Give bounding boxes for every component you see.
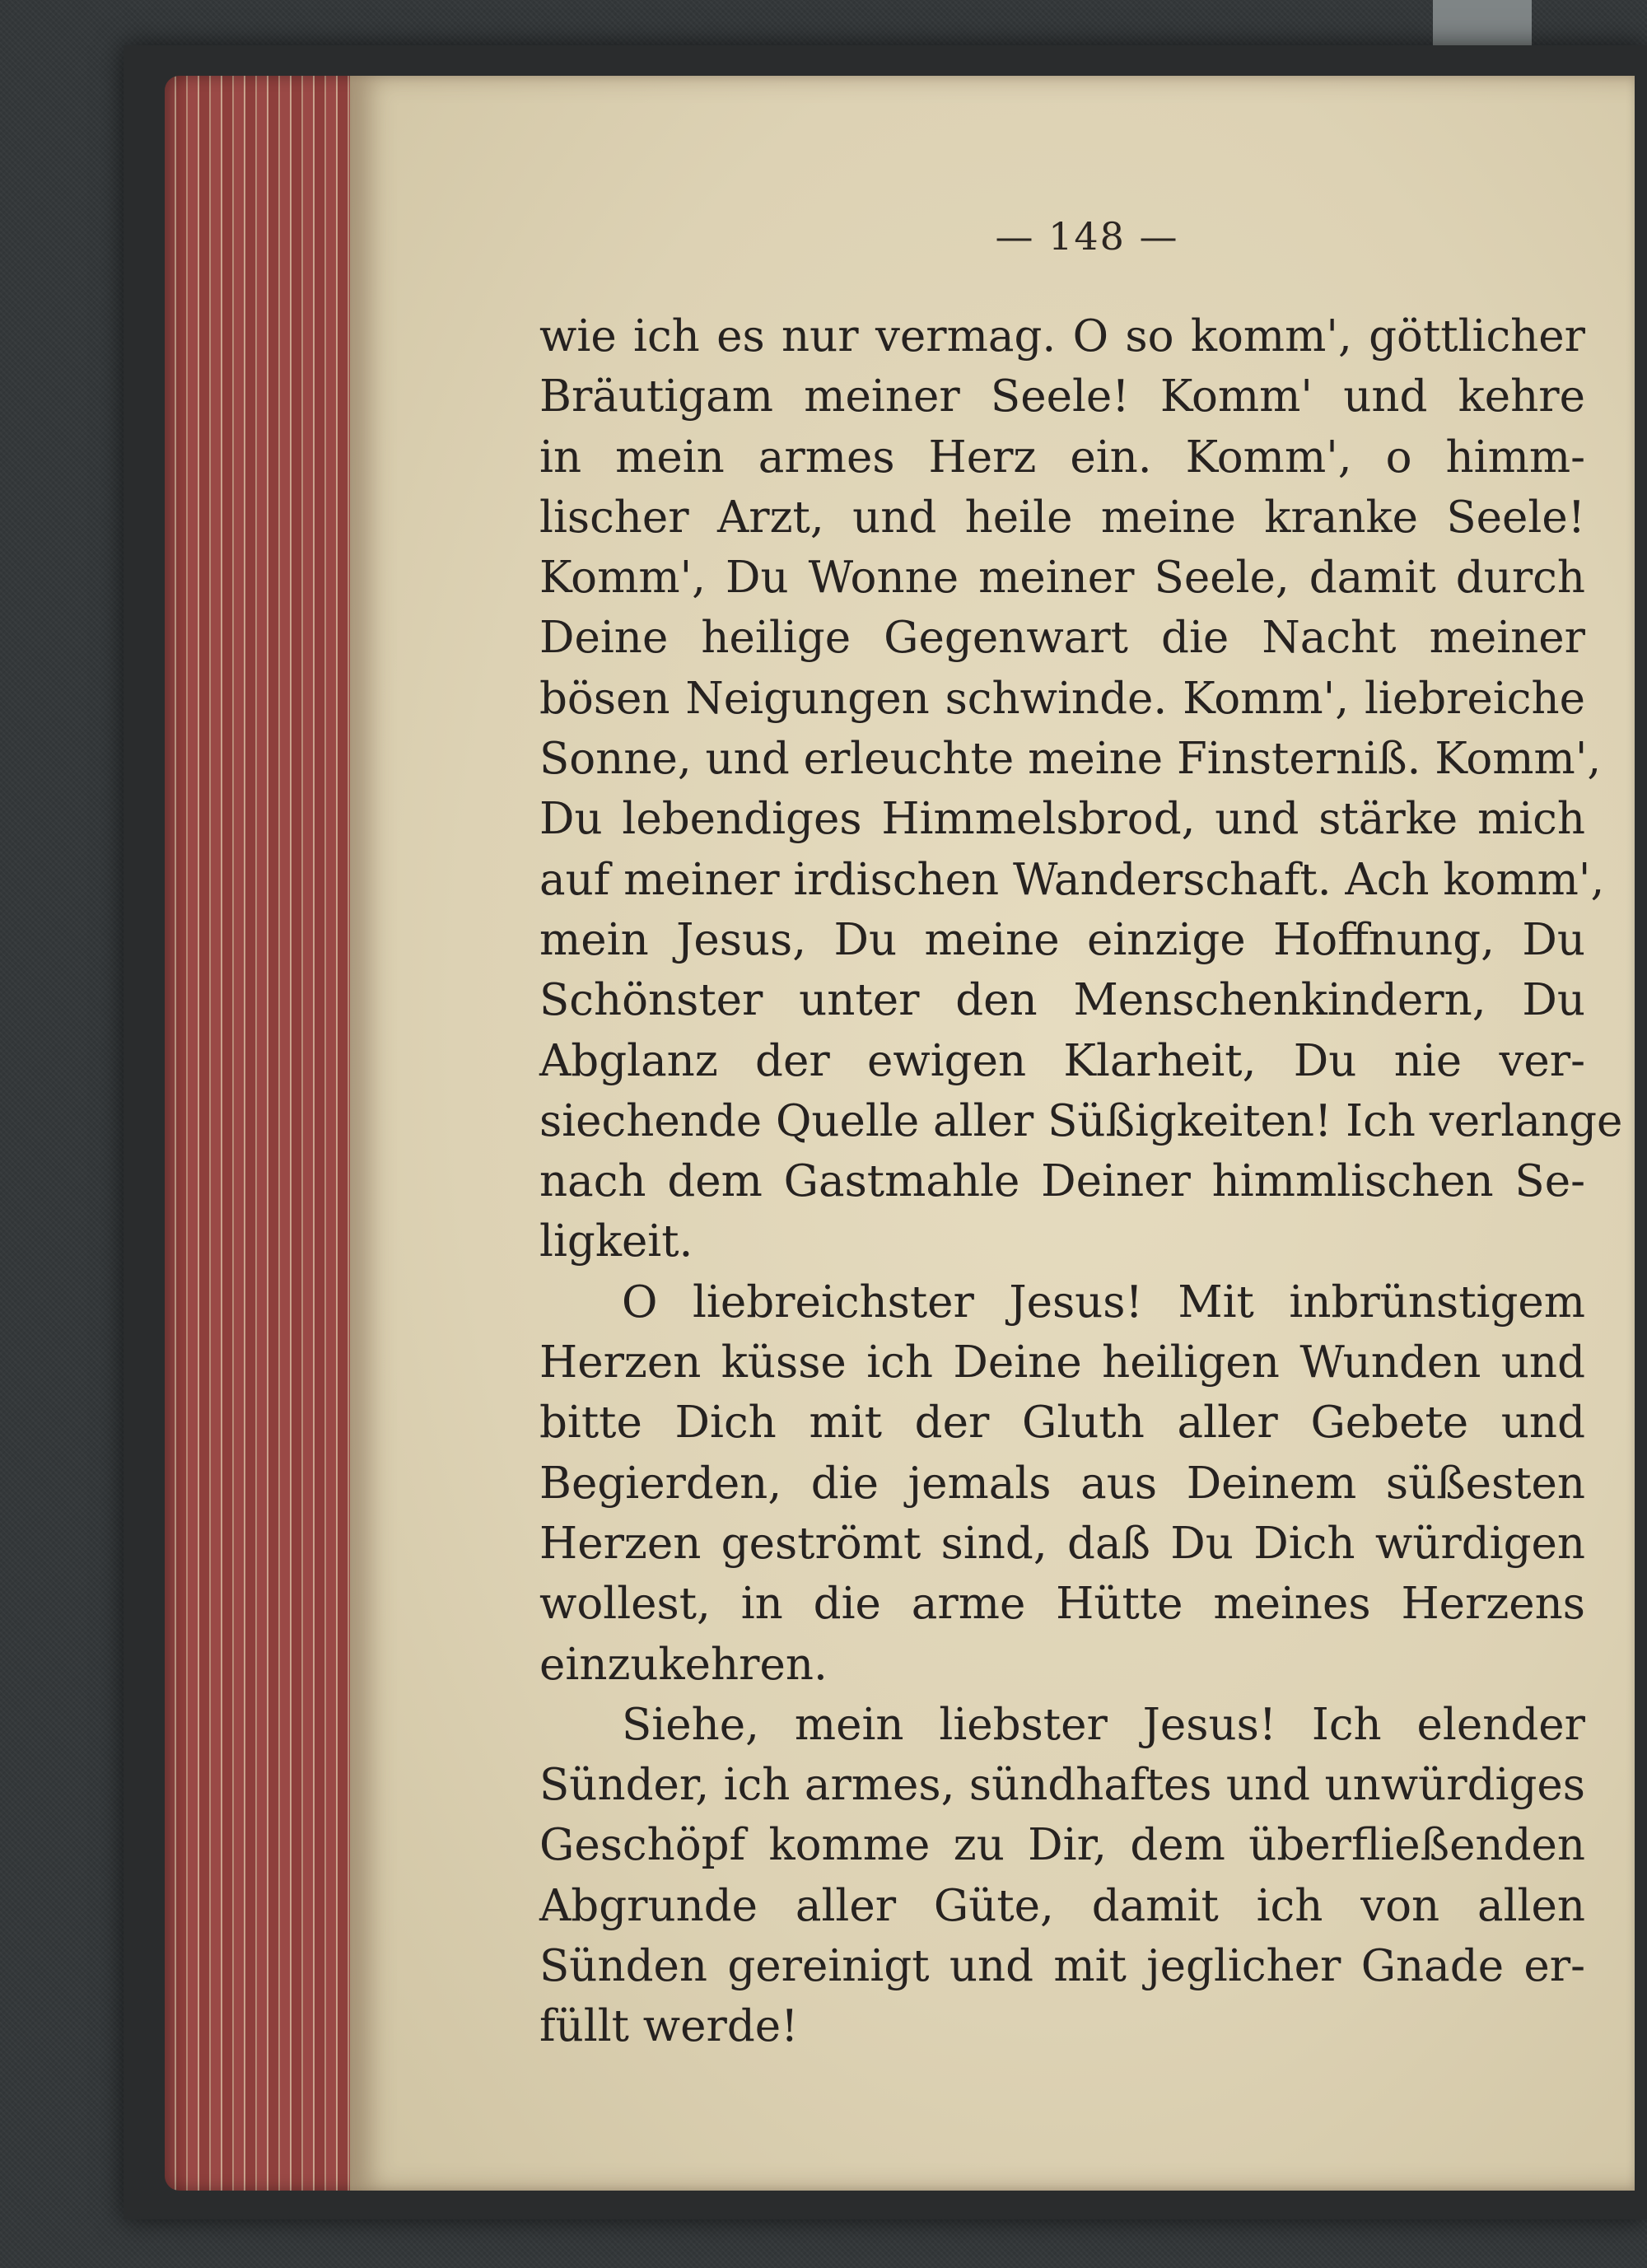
corner-tab	[1433, 0, 1532, 49]
text-line: bitte Dich mit der Gluth aller Gebete und	[539, 1398, 1585, 1449]
text-line: nach dem Gastmahle Deiner himmlischen Se-	[539, 1156, 1585, 1207]
text-line: Sonne, und erleuchte meine Finsterniß. Komm',	[539, 734, 1602, 785]
text-line: ligkeit.	[539, 1216, 693, 1267]
cover-right-edge	[1635, 58, 1647, 2199]
text-line: Herzen küsse ich Deine heiligen Wunden und	[539, 1337, 1585, 1388]
text-line: auf meiner irdischen Wanderschaft. Ach komm',	[539, 854, 1605, 905]
text-line: füllt werde!	[539, 2001, 799, 2052]
text-line: Sünden gereinigt und mit jeglicher Gnade er-	[539, 1941, 1585, 1992]
text-line: O liebreichster Jesus! Mit inbrünstigem	[622, 1276, 1585, 1328]
text-line: Abglanz der ewigen Klarheit, Du nie ver-	[539, 1035, 1585, 1086]
text-line: wie ich es nur vermag. O so komm', göttlicher	[539, 311, 1585, 362]
text-line: mein Jesus, Du meine einzige Hoffnung, Du	[539, 914, 1585, 965]
text-line: lischer Arzt, und heile meine kranke Seele!	[539, 492, 1585, 543]
text-line: Geschöpf komme zu Dir, dem überfließenden	[539, 1820, 1585, 1871]
text-line: Deine heilige Gegenwart die Nacht meiner	[539, 613, 1585, 664]
text-line: in mein armes Herz ein. Komm', o himm-	[539, 432, 1585, 483]
text-line: Siehe, mein liebster Jesus! Ich elender	[622, 1699, 1585, 1750]
page-text	[539, 306, 1623, 2057]
text-line: wollest, in die arme Hütte meines Herzens	[539, 1579, 1585, 1630]
text-line: Sünder, ich armes, sündhaftes und unwürdiges	[539, 1760, 1585, 1811]
text-line: Abgrunde aller Güte, damit ich von allen	[539, 1880, 1585, 1931]
text-line: Begierden, die jemals aus Deinem süßesten	[539, 1458, 1585, 1509]
text-line: Herzen geströmt sind, daß Du Dich würdigen	[539, 1518, 1585, 1569]
text-line: Komm', Du Wonne meiner Seele, damit durch	[539, 553, 1585, 604]
text-line: siechende Quelle aller Süßigkeiten! Ich verlange	[539, 1095, 1623, 1146]
page-number: — 148 —	[995, 214, 1179, 259]
text-line: Bräutigam meiner Seele! Komm' und kehre	[539, 371, 1585, 422]
text-line: einzukehren.	[539, 1639, 828, 1690]
text-line: Du lebendiges Himmelsbrod, und stärke mich	[539, 794, 1585, 845]
text-line: Schönster unter den Menschenkindern, Du	[539, 975, 1585, 1026]
text-line: bösen Neigungen schwinde. Komm', liebreiche	[539, 673, 1585, 724]
